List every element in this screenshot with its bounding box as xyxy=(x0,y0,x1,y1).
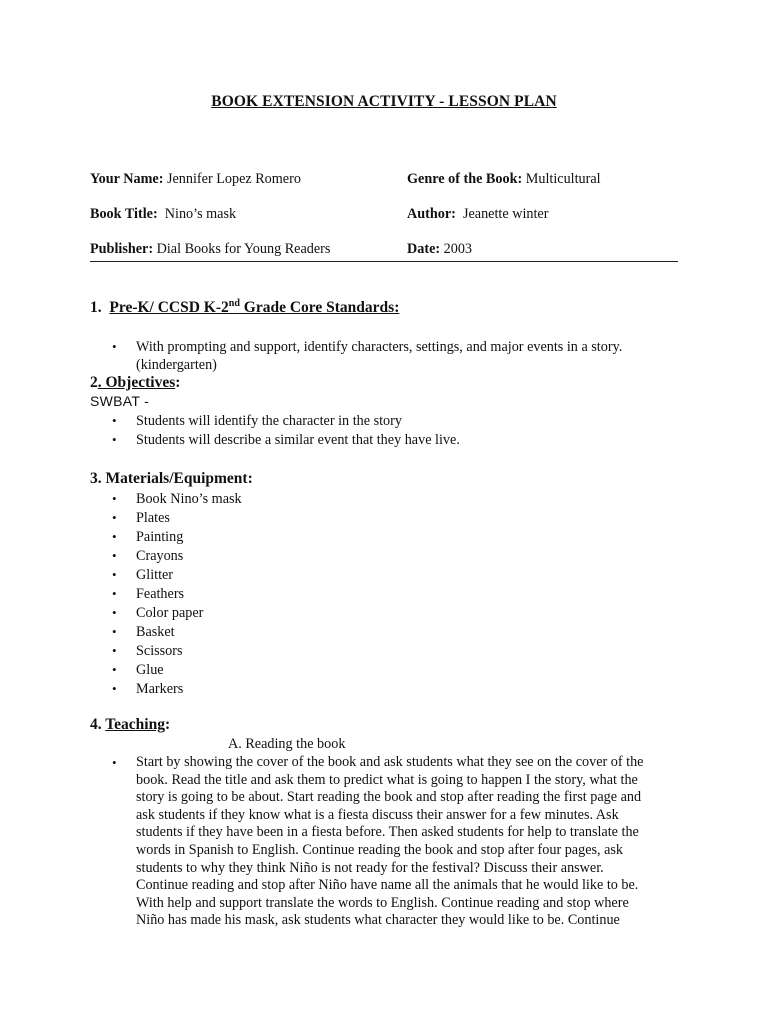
author-label: Author: xyxy=(407,206,456,222)
bullet-icon: • xyxy=(112,529,117,544)
section-3-heading: 3. Materials/Equipment: xyxy=(90,470,253,487)
bullet-icon: • xyxy=(112,339,117,354)
swbat-label: SWBAT - xyxy=(90,393,150,409)
date-label: Date: xyxy=(407,241,441,257)
section-1-title-part2: Grade Core Standards: xyxy=(239,299,400,317)
material-text: Book Nino’s mask xyxy=(136,491,242,507)
paragraph-line: Continue reading and stop after Niño have name all the animals that he would like to be. xyxy=(136,877,639,894)
header-divider xyxy=(90,261,678,262)
material-text: Scissors xyxy=(136,643,183,659)
page-title: BOOK EXTENSION ACTIVITY - LESSON PLAN xyxy=(211,93,557,110)
section-1-heading xyxy=(90,298,399,317)
bullet-icon: • xyxy=(112,567,117,582)
material-text: Glue xyxy=(136,662,164,678)
material-text: Feathers xyxy=(136,586,185,602)
your-name-field xyxy=(90,171,301,188)
bullet-icon: • xyxy=(112,662,117,677)
paragraph-line: Niño has made his mask, ask students what character they would like to be. Continue xyxy=(136,912,620,929)
paragraph-line: With help and support translate the words to English. Continue reading and stop where xyxy=(136,894,629,911)
bullet-icon: • xyxy=(112,548,117,563)
section-2-number: 2 xyxy=(90,374,98,391)
bullet-icon: • xyxy=(112,510,117,525)
teaching-paragraph xyxy=(136,754,684,930)
paragraph-line: words in Spanish to English. Continue reading the book and stop after four pages, ask xyxy=(136,841,624,858)
your-name-value: Jennifer Lopez Romero xyxy=(166,171,301,187)
paragraph-line: ask students if they know what is a fiesta discuss their answer for a few minutes. Ask xyxy=(136,806,619,823)
section-2-heading xyxy=(90,374,180,392)
book-title-label: Book Title: xyxy=(90,206,158,222)
material-text: Color paper xyxy=(136,605,204,621)
publisher-field xyxy=(90,241,330,258)
section-1-title-sup: nd xyxy=(228,298,240,309)
objective-text: Students will describe a similar event that they have live. xyxy=(136,432,460,448)
section-2-title: . Objectives xyxy=(97,374,176,391)
material-text: Plates xyxy=(136,510,170,526)
material-text: Painting xyxy=(136,529,184,545)
section-1-title xyxy=(109,299,399,316)
bullet-icon: • xyxy=(112,643,117,658)
bullet-icon: • xyxy=(112,432,117,447)
material-text: Markers xyxy=(136,681,184,697)
teaching-subheading: A. Reading the book xyxy=(228,736,346,752)
bullet-icon: • xyxy=(112,681,117,696)
paragraph-line: Start by showing the cover of the book and ask students what they see on the cover of the xyxy=(136,754,644,770)
bullet-icon: • xyxy=(112,491,117,506)
bullet-icon: • xyxy=(112,755,117,770)
material-text: Basket xyxy=(136,624,175,640)
bullet-icon: • xyxy=(112,586,117,601)
genre-label: Genre of the Book: xyxy=(407,171,523,187)
standards-text-line1: With prompting and support, identify characters, settings, and major events in a story. xyxy=(136,339,623,355)
bullet-icon: • xyxy=(112,624,117,639)
section-4-number: 4. xyxy=(90,716,106,733)
standards-text-line2: (kindergarten) xyxy=(136,357,217,373)
paragraph-line: students to why they think Niño is not ready for the festival? Discuss their answer. xyxy=(136,859,604,876)
section-1-title-part1: Pre-K/ CCSD K-2 xyxy=(109,299,229,317)
genre-field xyxy=(407,171,601,188)
material-text: Crayons xyxy=(136,548,184,564)
book-title-value: Nino’s mask xyxy=(164,206,237,222)
genre-value: Multicultural xyxy=(525,171,601,187)
book-title-field xyxy=(90,206,236,223)
material-text: Glitter xyxy=(136,567,174,583)
bullet-icon: • xyxy=(112,413,117,428)
publisher-label: Publisher: xyxy=(90,241,154,257)
section-4-heading xyxy=(90,716,170,734)
objective-text: Students will identify the character in the story xyxy=(136,413,402,429)
bullet-icon: • xyxy=(112,605,117,620)
author-value: Jeanette winter xyxy=(462,206,549,222)
author-field xyxy=(407,206,548,223)
section-4-title: Teaching xyxy=(105,716,165,733)
paragraph-line: book. Read the title and ask them to predict what is going to happen I the story, what the xyxy=(136,771,638,788)
date-value: 2003 xyxy=(443,241,473,257)
paragraph-line: students if they have been in a fiesta before. Then asked students for help to translate the xyxy=(136,824,639,841)
section-4-colon: : xyxy=(164,716,171,733)
your-name-label: Your Name: xyxy=(90,171,164,187)
section-2-colon: : xyxy=(175,374,181,391)
paragraph-line: story is going to be about. Start reading the book and stop after reading the first page and xyxy=(136,789,642,806)
publisher-value: Dial Books for Young Readers xyxy=(156,241,331,257)
section-1-number: 1. xyxy=(90,299,102,317)
date-field xyxy=(407,241,472,258)
